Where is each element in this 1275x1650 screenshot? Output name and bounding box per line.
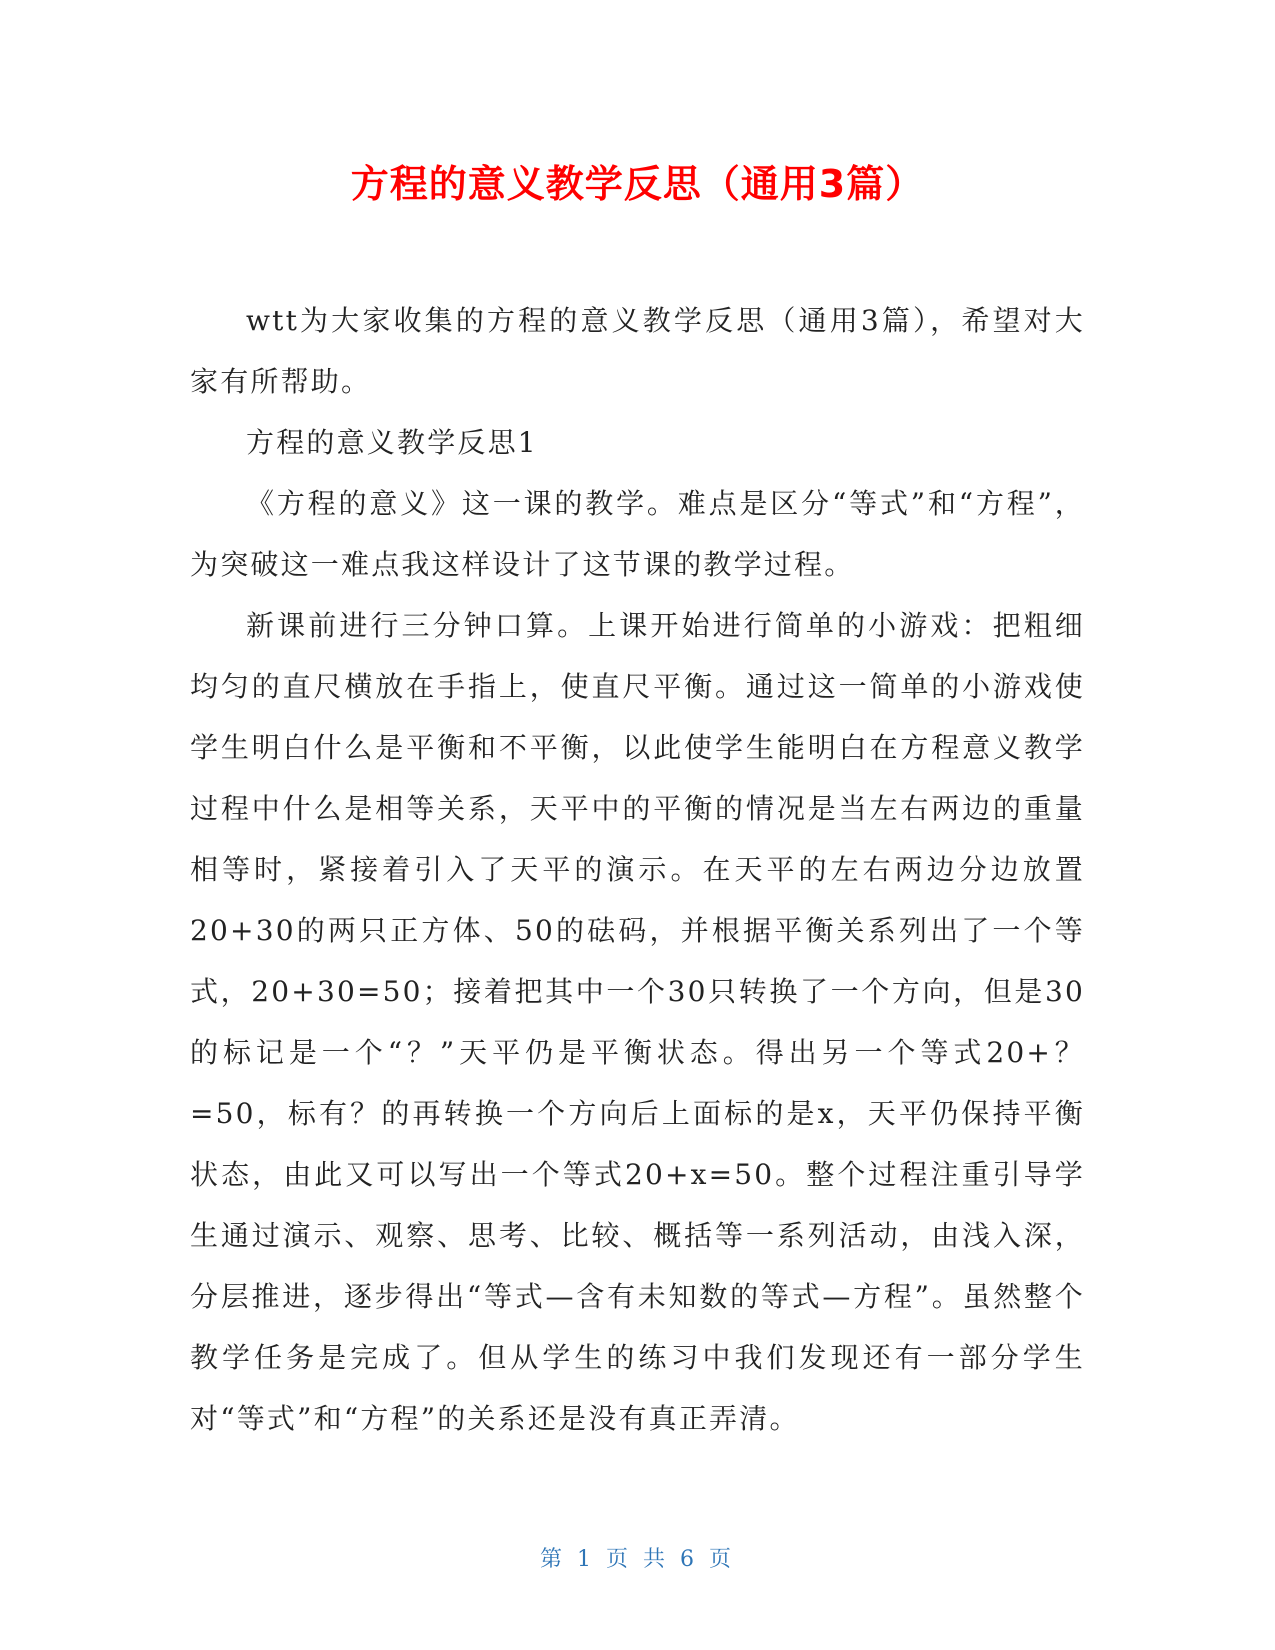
body-paragraph: 《方程的意义》这一课的教学。难点是区分“等式”和“方程”，为突破这一难点我这样设计了这节课的教学过程。 [190, 487, 1085, 581]
document-body [190, 290, 1085, 1449]
intro-paragraph: wtt为大家收集的方程的意义教学反思（通用3篇），希望对大家有所帮助。 [190, 304, 1085, 398]
body-paragraph: 新课前进行三分钟口算。上课开始进行简单的小游戏：把粗细均匀的直尺横放在手指上，使直尺平衡。通过这一简单的小游戏使学生明白什么是平衡和不平衡，以此使学生能明白在方程意义教学过程中什么是相等关系，天平中的平衡的情况是当左右两边的重量相等时，紧接着引入了天平的演示。在天平的左右两边分边放置20+30的两只正方体、50的砝码，并根据平衡关系列出了一个等式，20+30=50；接着把其中一个30只转换了一个方向，但是30的标记是一个“？”天平仍是平衡状态。得出另一个等式20+？=50，标有？的再转换一个方向后上面标的是x，天平仍保持平衡状态，由此又可以写出一个等式20+x=50。整个过程注重引导学生通过演示、观察、思考、比较、概括等一系列活动，由浅入深，分层推进，逐步得出“等式—含有未知数的等式—方程”。虽然整个教学任务是完成了。但从学生的练习中我们发现还有一部分学生对“等式”和“方程”的关系还是没有真正弄清。 [190, 609, 1085, 1435]
page-number-footer: 第 1 页 共 6 页 [540, 1547, 735, 1572]
section-heading: 方程的意义教学反思1 [246, 426, 538, 459]
document-title: 方程的意义教学反思（通用3篇） [350, 162, 925, 206]
